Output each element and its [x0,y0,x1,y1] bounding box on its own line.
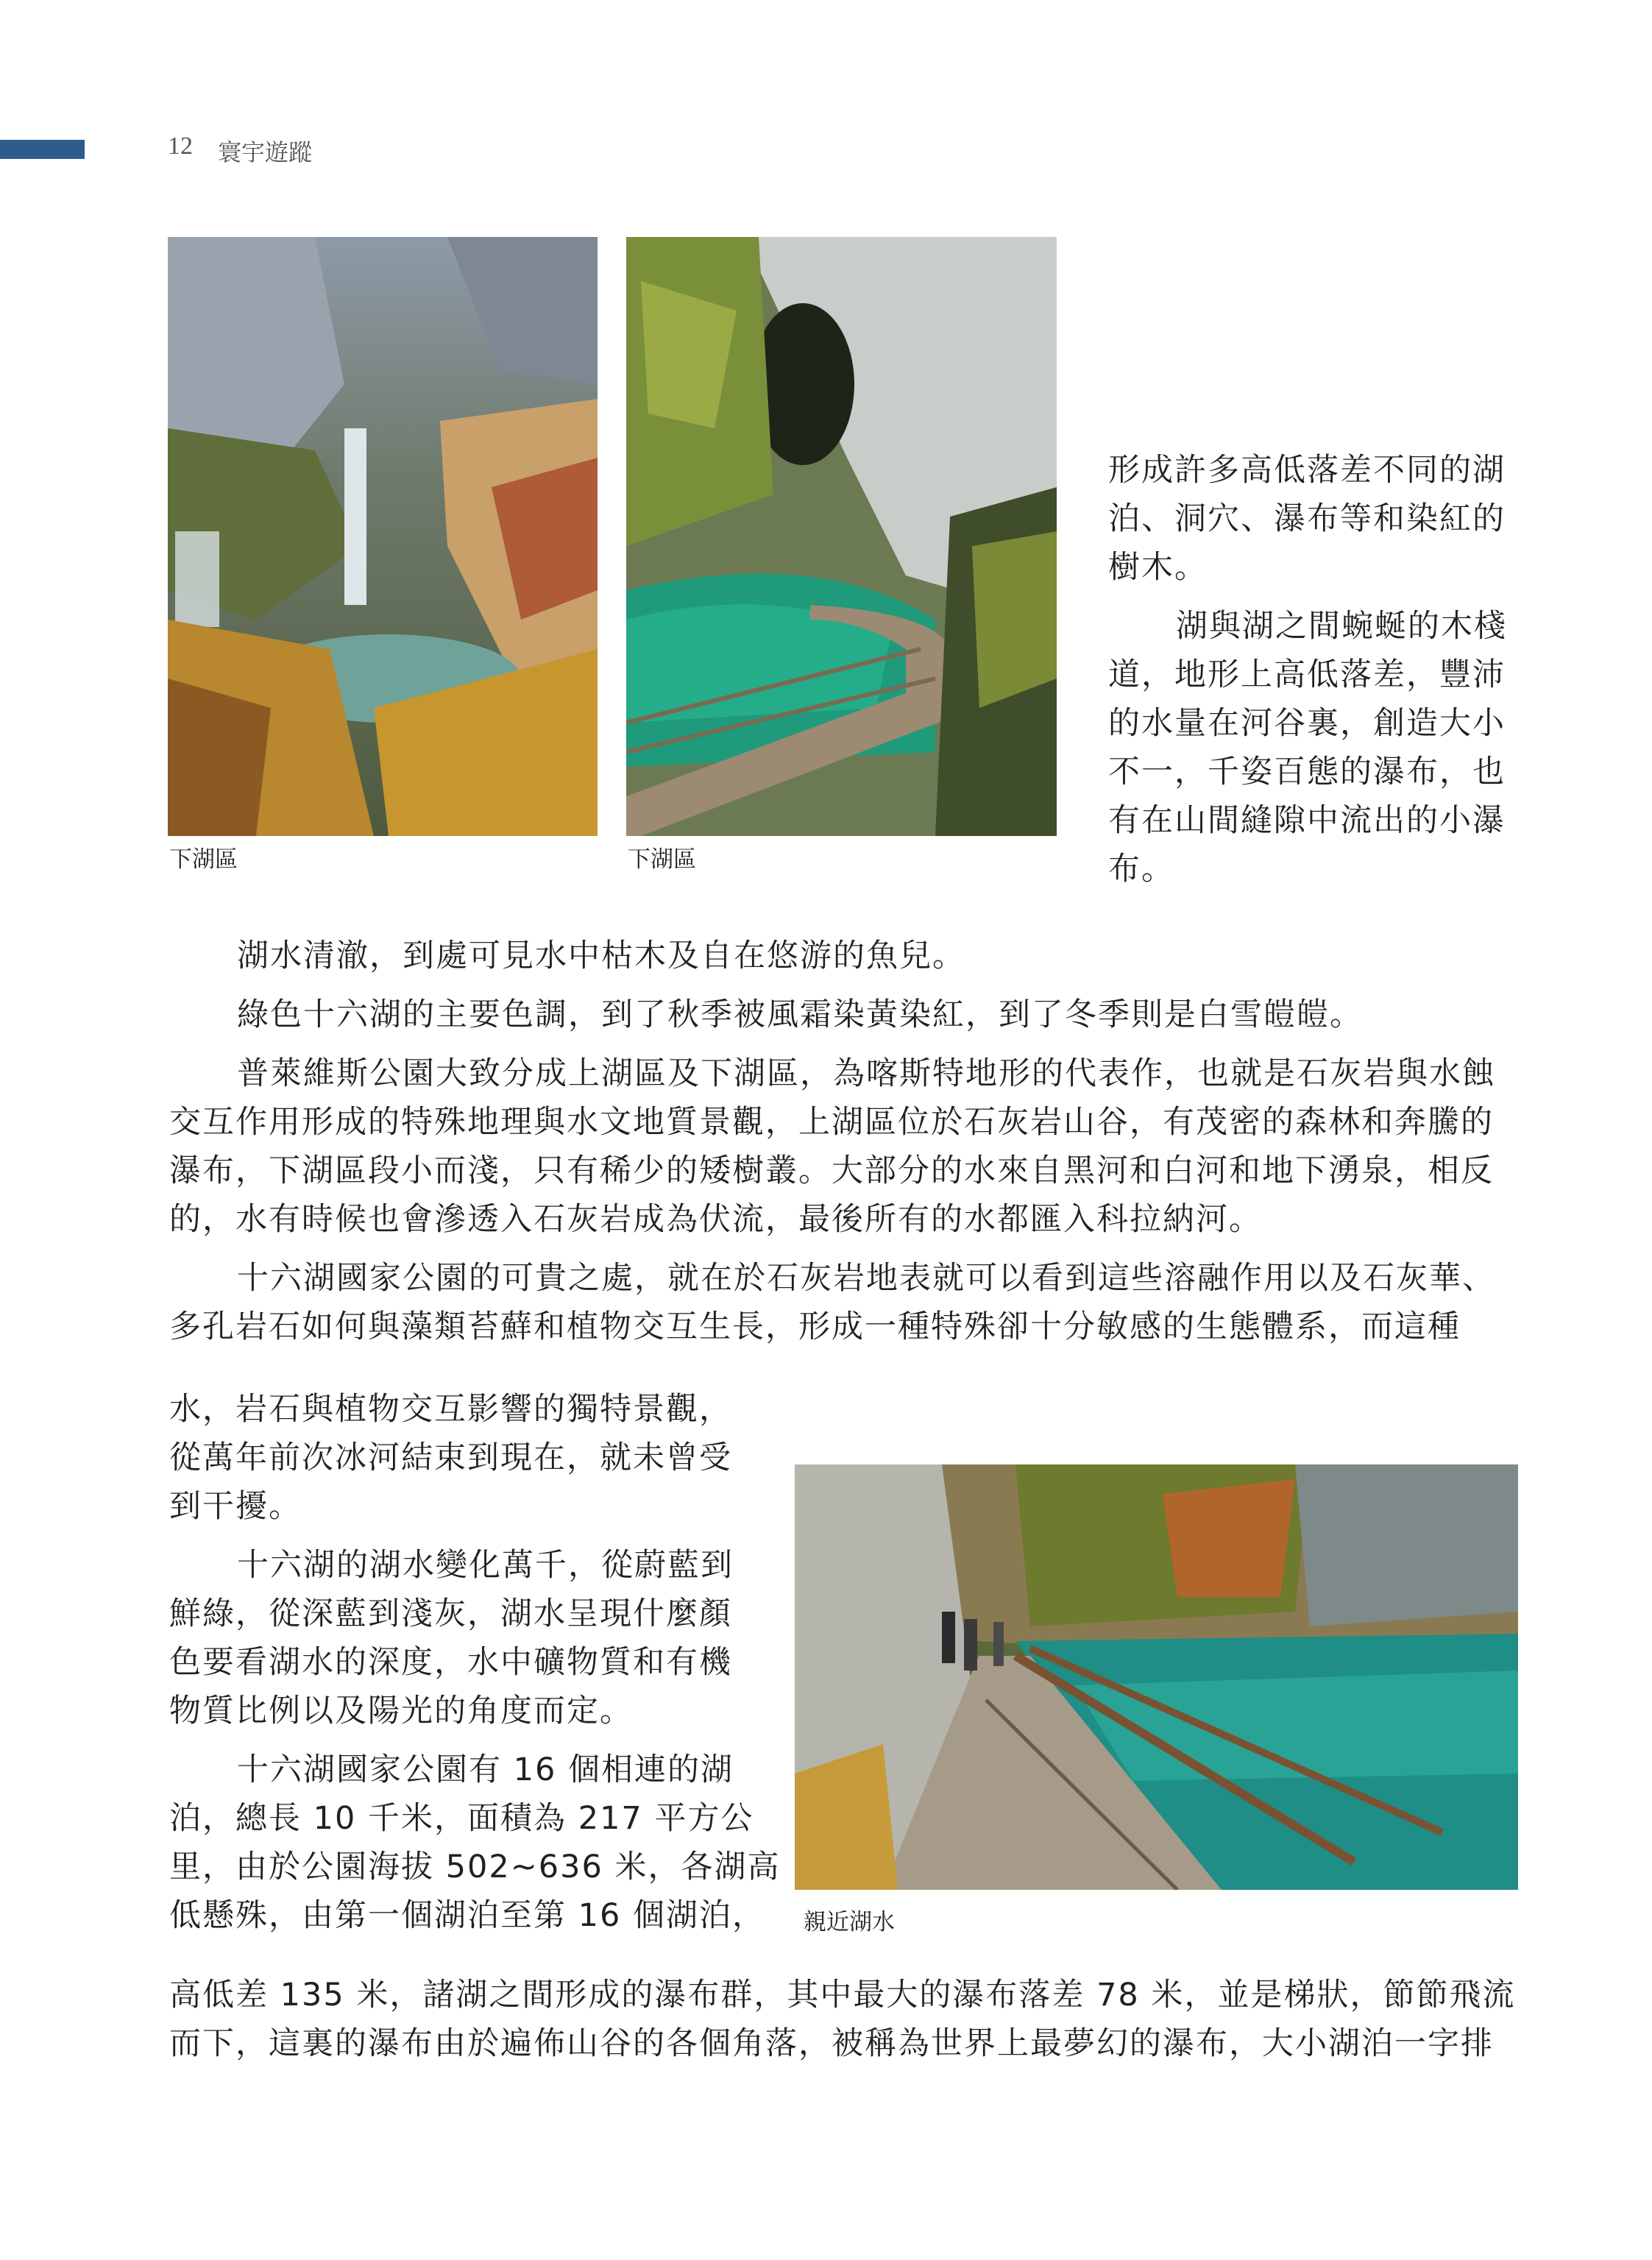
text-line: 物質比例以及陽光的角度而定。 [169,1693,633,1729]
body-text-full-width [169,932,1527,1361]
text-line: 的水量在河谷裏，創造大小 [1108,705,1506,742]
paragraph [169,1385,758,1531]
body-text-bottom [169,1971,1527,2068]
text-line: 高低差 135 米，諸湖之間形成的瀑布群，其中最大的瀑布落差 78 米，並是梯狀，節節飛流 [169,1977,1516,2013]
paragraph [169,932,1527,980]
paragraph [1108,446,1526,592]
paragraph [169,1254,1527,1351]
text-line: 水，岩石與植物交互影響的獨特景觀， [169,1391,732,1428]
text-line: 十六湖國家公園有 16 個相連的湖 [237,1751,734,1788]
page-number: 12 [168,132,193,160]
text-line: 里，由於公園海拔 502~636 米，各湖高 [169,1849,781,1885]
text-line: 多孔岩石如何與藻類苔蘚和植物交互生長，形成一種特殊卻十分敏感的生態體系，而這種 [169,1308,1461,1345]
text-line: 道，地形上高低落差，豐沛 [1108,656,1506,693]
text-line: 布。 [1108,851,1174,888]
photo-lower-lakes-waterfall [168,237,598,836]
text-line: 交互作用形成的特殊地理與水文地質景觀，上湖區位於石灰岩山谷，有茂密的森林和奔騰的 [169,1104,1494,1141]
text-line: 湖與湖之間蜿蜒的木棧 [1176,608,1507,645]
text-line: 低懸殊，由第一個湖泊至第 16 個湖泊， [169,1897,766,1934]
text-line: 瀑布，下湖區段小而淺，只有稀少的矮樹叢。大部分的水來自黑河和白河和地下湧泉，相反 [169,1152,1494,1189]
text-line: 有在山間縫隙中流出的小瀑 [1108,802,1506,839]
text-line: 形成許多高低落差不同的湖 [1108,452,1506,489]
right-column-text [1108,446,1526,904]
text-line: 而下，這裏的瀑布由於遍佈山谷的各個角落，被稱為世界上最夢幻的瀑布，大小湖泊一字排 [169,2025,1494,2062]
paragraph [1108,602,1526,893]
text-line: 色要看湖水的深度，水中礦物質和有機 [169,1644,732,1681]
running-header-title: 寰宇遊蹤 [218,138,313,166]
text-line: 十六湖國家公園的可貴之處，就在於石灰岩地表就可以看到這些溶融作用以及石灰華、 [237,1260,1495,1297]
text-line: 不一，千姿百態的瀑布，也 [1108,754,1506,790]
photo-caption: 下湖區 [169,846,238,873]
photo-boardwalk-lake [795,1464,1518,1890]
text-line: 綠色十六湖的主要色調，到了秋季被風霜染黃染紅，到了冬季則是白雪皚皚。 [237,996,1363,1033]
text-line: 到干擾。 [169,1488,302,1525]
photo-caption: 下湖區 [628,846,696,873]
text-line: 普萊維斯公園大致分成上湖區及下湖區，為喀斯特地形的代表作，也就是石灰岩與水蝕 [237,1055,1495,1092]
photo-boardwalk-cave [626,237,1057,836]
text-line: 湖水清澈，到處可見水中枯木及自在悠游的魚兒。 [237,938,965,974]
text-line: 十六湖的湖水變化萬千，從蔚藍到 [237,1547,734,1584]
text-line: 鮮綠，從深藍到淺灰，湖水呈現什麼顏 [169,1595,732,1632]
text-line: 從萬年前次冰河結束到現在，就未曾受 [169,1439,732,1476]
text-line: 樹木。 [1108,549,1208,586]
text-line: 的，水有時候也會滲透入石灰岩成為伏流，最後所有的水都匯入科拉納河。 [169,1201,1262,1238]
paragraph [169,991,1527,1039]
paragraph [169,1541,758,1735]
text-line: 泊，總長 10 千米，面積為 217 平方公 [169,1800,754,1837]
text-line: 泊、洞穴、瀑布等和染紅的 [1108,500,1506,537]
left-column-text [169,1385,781,1950]
photo-caption: 親近湖水 [804,1909,895,1935]
paragraph [169,1746,781,1940]
header-accent-bar [0,140,85,159]
paragraph [169,1049,1527,1244]
